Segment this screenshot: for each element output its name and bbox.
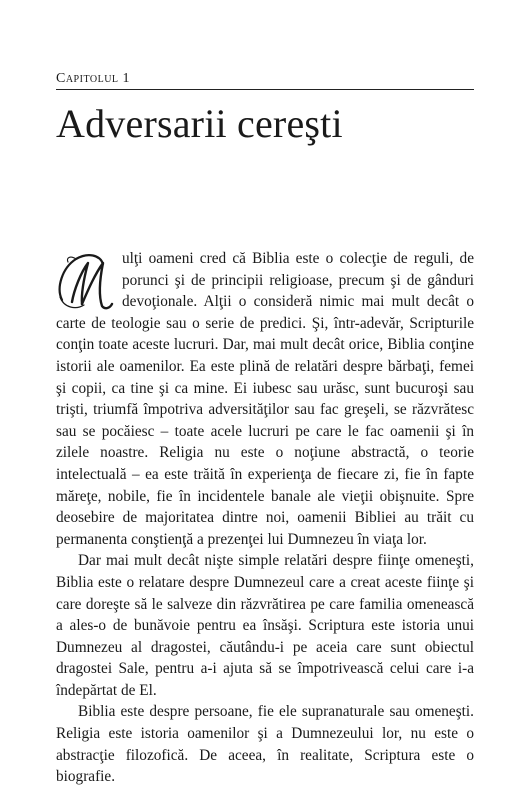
drop-cap-m	[54, 250, 116, 312]
paragraph-2: Dar mai mult decât nişte simple relatări despre fiinţe omeneşti, Biblia este o relatare despre Dumnezeul care a creat aceste fiinţe şi care doreşte să le salveze din răzvrătirea pe care familia omenească a ales-o de bunăvoie pentru ea însăşi. Scriptura este istoria unui Dumnezeu al dragostei, căutându-i pe aceia care sunt obiectul dragostei Sale, pentru a-i ajuta să se împotrivească celui care i-a îndepărtat de El.	[56, 552, 474, 699]
paragraph-1-text: ulţi oameni cred că Biblia este o colecţie de reguli, de porunci şi de principii religioase, precum şi de gânduri devoţionale. Alţii o consideră nimic mai mult decât o carte de teologie sau o serie de predici. Şi, într-adevăr, Scripturile conţin toate aceste lucruri. Dar, mai mult decât orice, Biblia conţine istorii ale oamenilor. Ea este plină de relatări despre bărbaţi, femei şi copii, ca tine şi ca mine. Ei iubesc sau urăsc, sunt bucuroşi sau trişti, triumfă împotriva adversităţilor sau fac greşeli, se răzvrătesc sau se pocăiesc – toate acele lucruri pe care le fac oamenii şi în zilele noastre. Religia nu este o noţiune abstractă, o teorie intelectuală – ea este trăită în experienţa de fiecare zi, fie în fapte măreţe, nobile, fie în incidentele banale ale vieţii obişnuite. Spre deosebire de majoritatea dintre noi, oamenii Bibliei au trăit cu permanenta conştienţă a prezenţei lui Dumnezeu în viaţa lor.	[56, 250, 474, 548]
chapter-rule	[56, 89, 474, 90]
body-text	[56, 248, 474, 788]
chapter-title: Adversarii cereşti	[56, 101, 343, 146]
chapter-label: Capitolul 1	[56, 71, 131, 86]
paragraph-1	[56, 248, 474, 550]
paragraph-3: Biblia este despre persoane, fie ele supranaturale sau omeneşti. Religia este istoria oamenilor şi a Dumnezeului lor, nu este o abstracţie filozofică. De aceea, în realitate, Scriptura este o biografie.	[56, 703, 474, 786]
